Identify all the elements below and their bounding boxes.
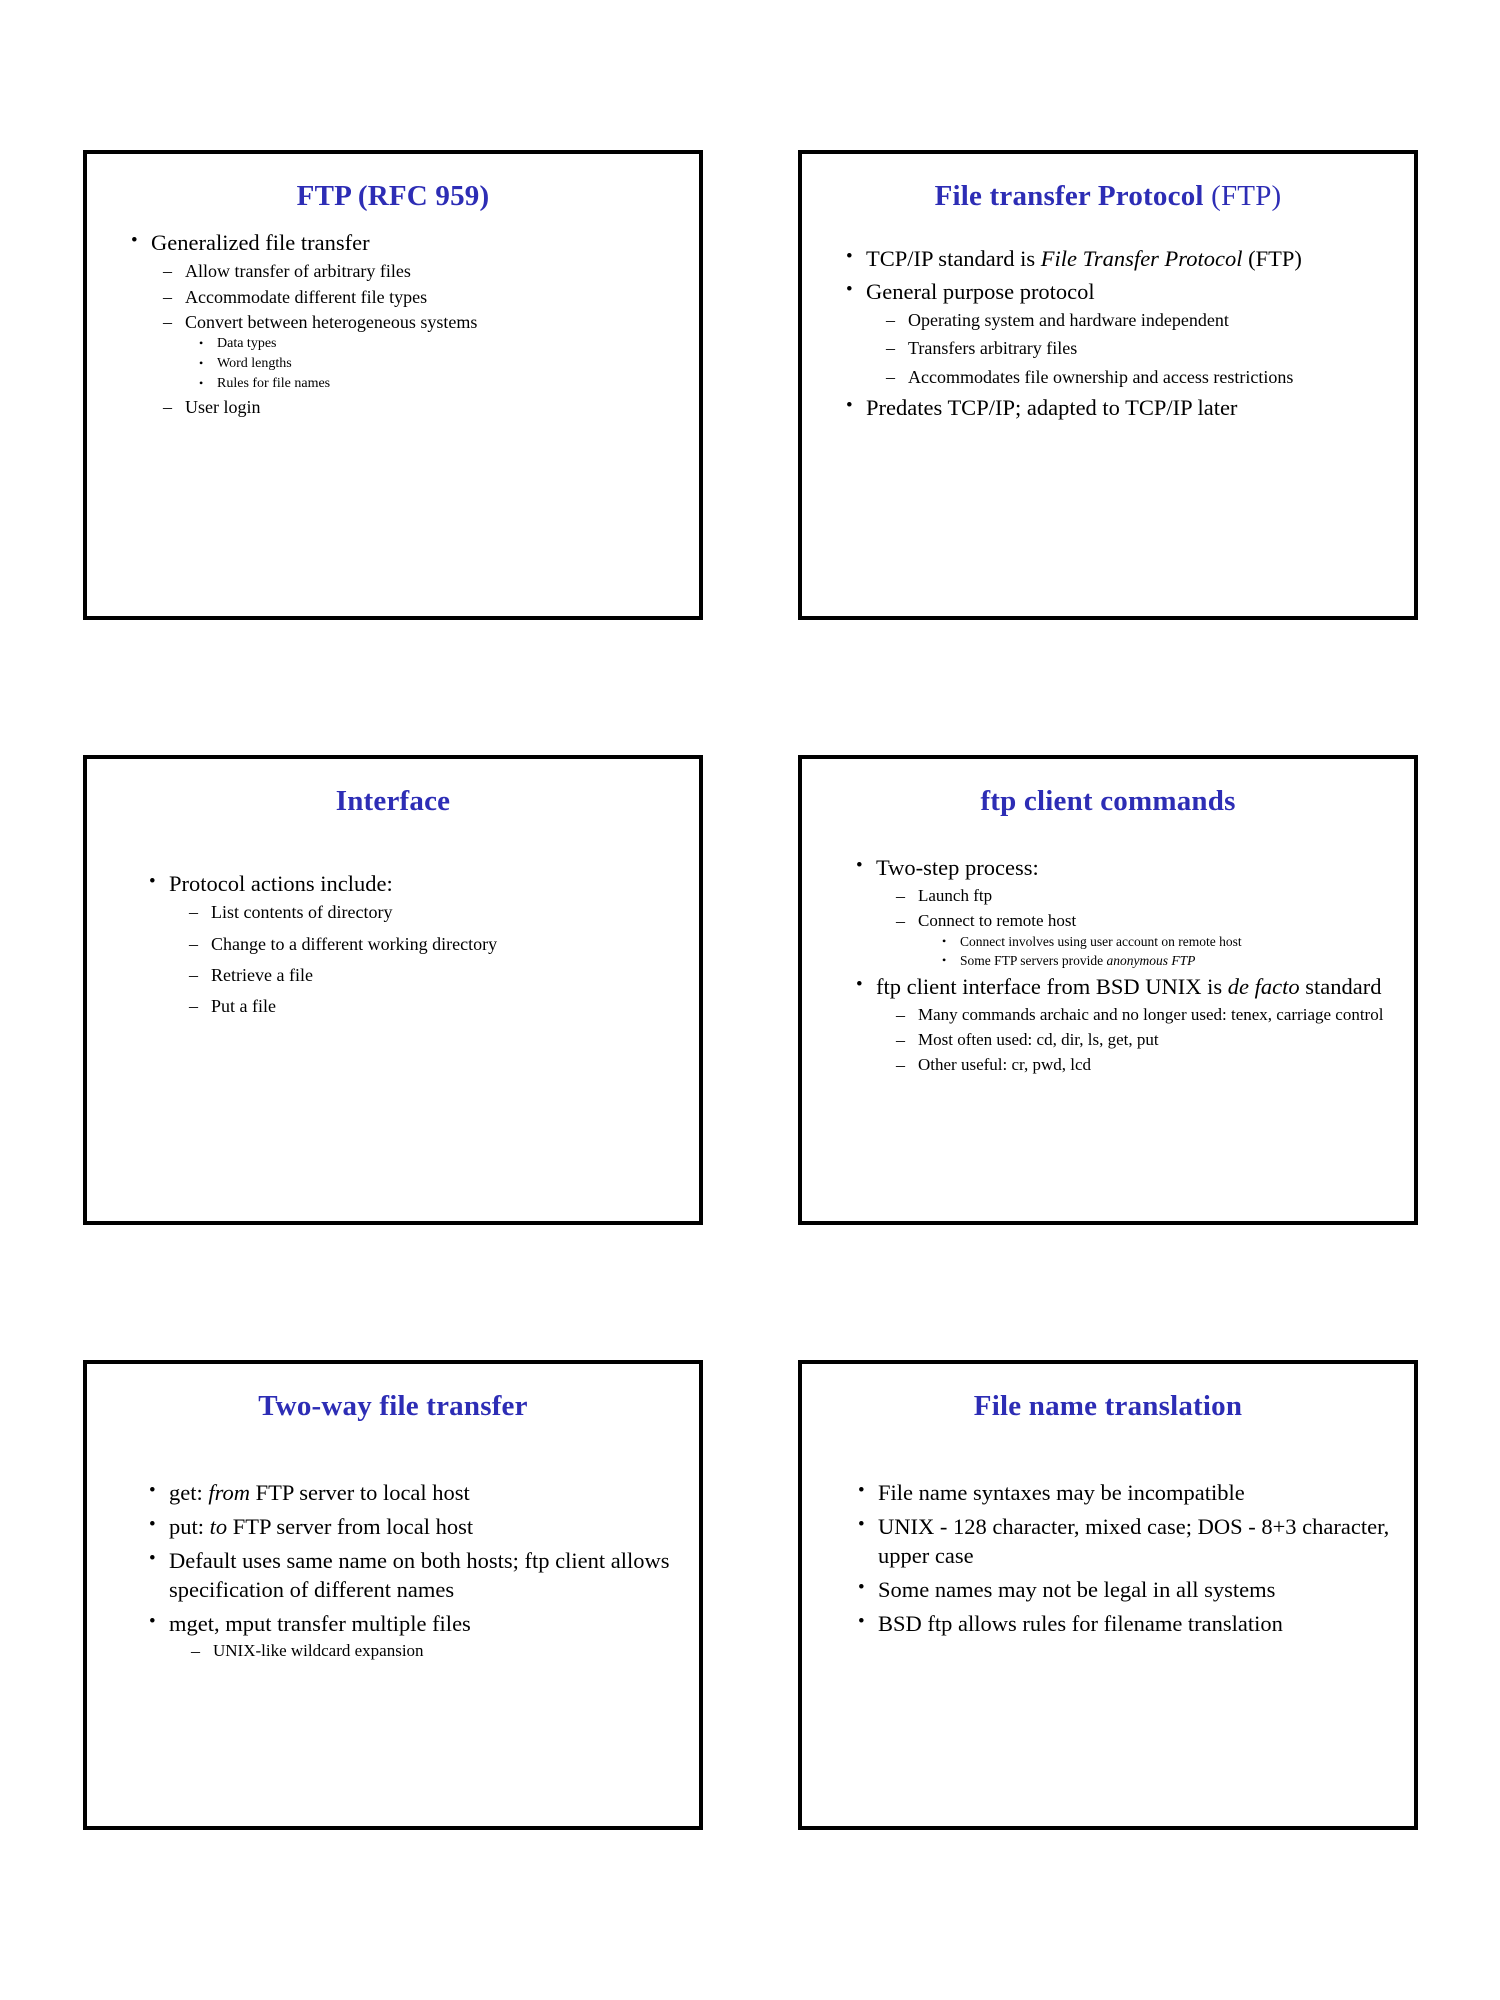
slide-interface [83,755,703,1225]
bullet-level1 [834,394,1390,423]
slide-title [111,785,675,818]
bullet-text: – Accommodate different file types [185,287,427,307]
bullet-text: • put: to FTP server from local host [169,1514,473,1539]
bullet-level1 [844,973,1390,1076]
bullet-text: • Word lengths [217,356,292,371]
bullet-text: – Most often used: cd, dir, ls, get, put [918,1030,1159,1049]
slide-body [826,840,1390,1076]
bullet-text: – Connect to remote host [918,911,1076,930]
slide-title [826,785,1390,818]
bullet-level3 [918,933,1390,951]
bullet-text: – Operating system and hardware independent [908,310,1229,330]
bullet-text: – Allow transfer of arbitrary files [185,261,411,281]
slide-file-name-translation [798,1360,1418,1830]
slide-title-main: Two-way file transfer [258,1390,528,1422]
slide-title-main: File transfer Protocol [934,180,1204,212]
bullet-level1 [137,1547,675,1605]
bullet-text: – Other useful: cr, pwd, lcd [918,1055,1091,1074]
bullet-level1 [834,245,1390,274]
bullet-text: – UNIX-like wildcard expansion [213,1641,424,1660]
bullet-level1 [119,229,675,419]
bullet-level2 [866,309,1390,332]
bullet-level2 [876,1054,1390,1076]
bullet-level1 [844,854,1390,970]
bullet-text: – Put a file [211,996,276,1016]
bullet-level1 [137,1479,675,1508]
bullet-text: • Protocol actions include: [169,871,393,896]
bullet-text: • General purpose protocol [866,279,1095,304]
slide-body [826,1453,1390,1638]
bullet-text: • Generalized file transfer [151,230,370,255]
slide-body [111,1453,675,1662]
bullet-list-level2 [876,885,1390,970]
bullet-text: • Connect involves using user account on remote host [960,934,1242,949]
bullet-text: • Some FTP servers provide anonymous FTP [960,953,1195,968]
bullet-text: • File name syntaxes may be incompatible [878,1480,1245,1505]
bullet-level1 [137,870,675,1018]
bullet-level1 [846,1576,1390,1605]
bullet-level1 [846,1610,1390,1639]
bullet-level2 [151,260,675,283]
bullet-text: • ftp client interface from BSD UNIX is de facto standard [876,974,1382,999]
bullet-level2 [876,1004,1390,1026]
bullet-list-level2 [151,260,675,419]
slide-title [111,1390,675,1423]
slide-ftp-client-commands [798,755,1418,1225]
bullet-text: – User login [185,397,261,417]
bullet-text: • mget, mput transfer multiple files [169,1611,471,1636]
bullet-list-level3 [918,933,1390,970]
bullet-text: – List contents of directory [211,902,392,922]
bullet-list-level2 [876,1004,1390,1076]
slide-file-transfer-protocol [798,150,1418,620]
bullet-text: – Retrieve a file [211,965,313,985]
bullet-list-level1 [846,1479,1390,1638]
bullet-level2 [169,1640,675,1662]
bullet-level3 [185,375,675,394]
slide-body [111,844,675,1018]
bullet-level2 [151,311,675,394]
bullet-level1 [137,1610,675,1663]
bullet-list-level1 [119,229,675,419]
bullet-level1 [846,1513,1390,1571]
slide-grid [83,150,1418,1830]
bullet-level2 [866,366,1390,389]
bullet-list-level2 [169,901,675,1019]
bullet-level2 [876,1029,1390,1051]
bullet-text: • Default uses same name on both hosts; ftp client allows specification of different names [169,1548,670,1602]
bullet-level2 [876,885,1390,907]
bullet-text: – Accommodates file ownership and access restrictions [908,367,1293,387]
bullet-level2 [866,337,1390,360]
slide-body [826,235,1390,423]
bullet-level2 [169,964,675,987]
slide-title [826,180,1390,213]
slide-title-light: (FTP) [1203,180,1282,212]
bullet-level1 [846,1479,1390,1508]
bullet-level2 [169,901,675,924]
slide-body [111,227,675,419]
bullet-level2 [169,933,675,956]
bullet-list-level1 [137,1479,675,1662]
bullet-level1 [834,278,1390,389]
bullet-text: – Change to a different working directory [211,934,497,954]
bullet-list-level2 [866,309,1390,389]
bullet-text: • BSD ftp allows rules for filename translation [878,1611,1283,1636]
slide-title-main: File name translation [973,1390,1243,1422]
slide-title-main: Interface [335,785,451,817]
bullet-level3 [185,355,675,374]
bullet-text: • Rules for file names [217,376,330,391]
bullet-list-level1 [137,870,675,1018]
bullet-text: – Launch ftp [918,886,992,905]
bullet-list-level3 [185,335,675,393]
slide-ftp-rfc-959 [83,150,703,620]
slide-two-way-file-transfer [83,1360,703,1830]
bullet-list-level1 [844,854,1390,1076]
bullet-list-level1 [834,245,1390,423]
bullet-level2 [169,995,675,1018]
bullet-level2 [151,286,675,309]
bullet-text: – Convert between heterogeneous systems [185,312,477,332]
bullet-level1 [137,1513,675,1542]
slide-title [111,180,675,213]
bullet-text: – Many commands archaic and no longer used: tenex, carriage control [918,1005,1383,1024]
bullet-text: • UNIX - 128 character, mixed case; DOS - 8+3 character, upper case [878,1514,1389,1568]
bullet-text: • Two-step process: [876,855,1039,880]
bullet-text: • Predates TCP/IP; adapted to TCP/IP later [866,395,1237,420]
bullet-level2 [876,910,1390,970]
bullet-text: – Transfers arbitrary files [908,338,1077,358]
slide-title-main: FTP (RFC 959) [296,180,490,212]
bullet-list-level2 [169,1640,675,1662]
bullet-text: • TCP/IP standard is File Transfer Protocol (FTP) [866,246,1302,271]
bullet-text: • Data types [217,336,276,351]
bullet-level3 [918,952,1390,970]
bullet-text: • get: from FTP server to local host [169,1480,470,1505]
bullet-level3 [185,335,675,354]
bullet-text: • Some names may not be legal in all systems [878,1577,1275,1602]
bullet-level2 [151,396,675,419]
slide-title [826,1390,1390,1423]
slide-title-main: ftp client commands [980,785,1236,817]
